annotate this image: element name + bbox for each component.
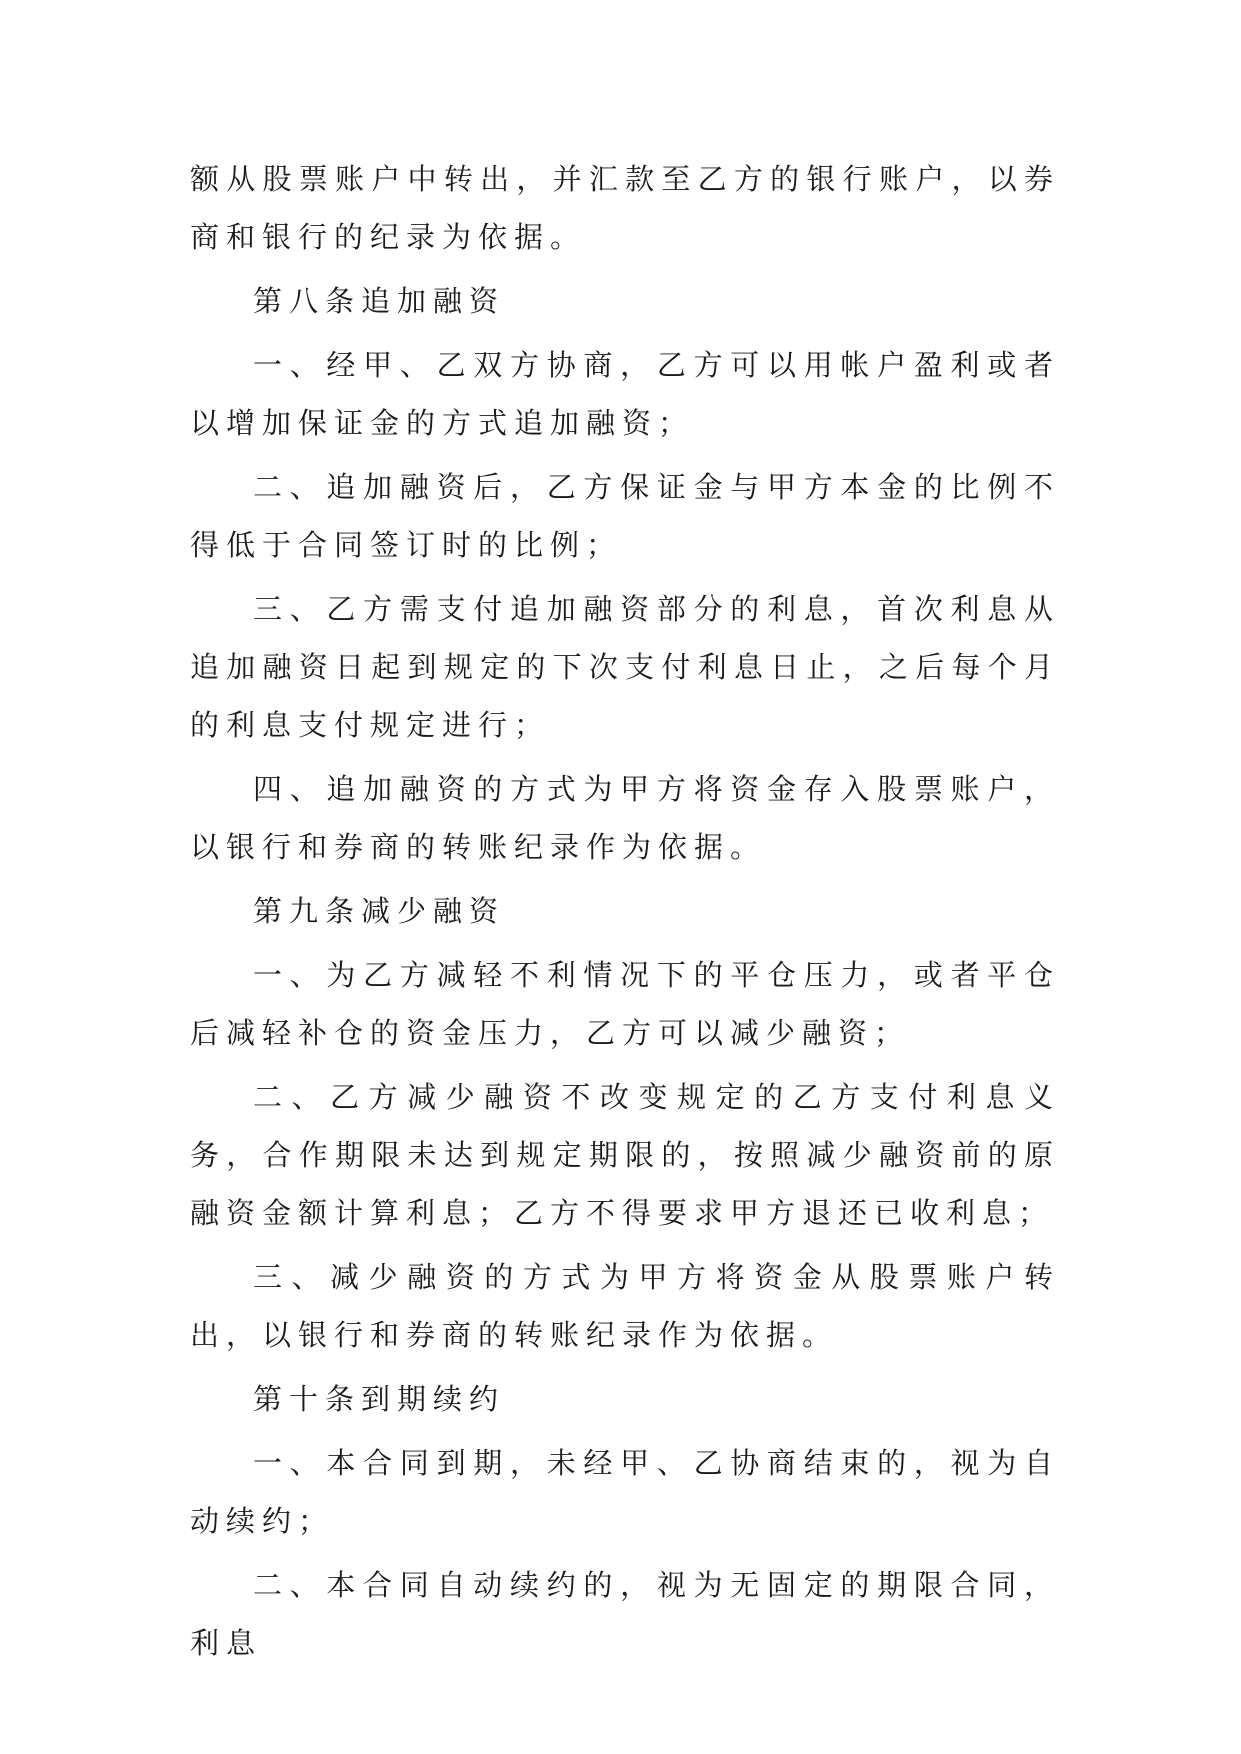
article-8-clause-1: 一、经甲、乙双方协商，乙方可以用帐户盈利或者以增加保证金的方式追加融资； [190,348,1060,440]
paragraph-continuation: 额从股票账户中转出，并汇款至乙方的银行账户，以券商和银行的纪录为依据。 [190,162,1060,254]
article-8-heading: 第八条追加融资 [253,284,506,318]
article-10-clause-2: 二、本合同自动续约的，视为无固定的期限合同，利息 [190,1568,1060,1660]
article-9-clause-1: 一、为乙方减轻不利情况下的平仓压力，或者平仓后减轻补仓的资金压力，乙方可以减少融资； [190,958,1060,1050]
article-8-clause-4: 四、追加融资的方式为甲方将资金存入股票账户，以银行和券商的转账纪录作为依据。 [190,772,1060,864]
document-body [190,150,1060,1678]
article-8-clause-3: 三、乙方需支付追加融资部分的利息，首次利息从追加融资日起到规定的下次支付利息日止，之后每个月的利息支付规定进行； [190,592,1060,742]
article-10-clause-1: 一、本合同到期，未经甲、乙协商结束的，视为自动续约； [190,1446,1060,1538]
article-8-clause-2: 二、追加融资后，乙方保证金与甲方本金的比例不得低于合同签订时的比例； [190,470,1060,562]
article-9-clause-2: 二、乙方减少融资不改变规定的乙方支付利息义务，合作期限未达到规定期限的，按照减少融资前的原融资金额计算利息；乙方不得要求甲方退还已收利息； [190,1080,1060,1230]
article-10-heading: 第十条到期续约 [253,1382,506,1416]
article-9-heading: 第九条减少融资 [253,894,506,928]
article-9-clause-3: 三、减少融资的方式为甲方将资金从股票账户转出，以银行和券商的转账纪录作为依据。 [190,1260,1060,1352]
